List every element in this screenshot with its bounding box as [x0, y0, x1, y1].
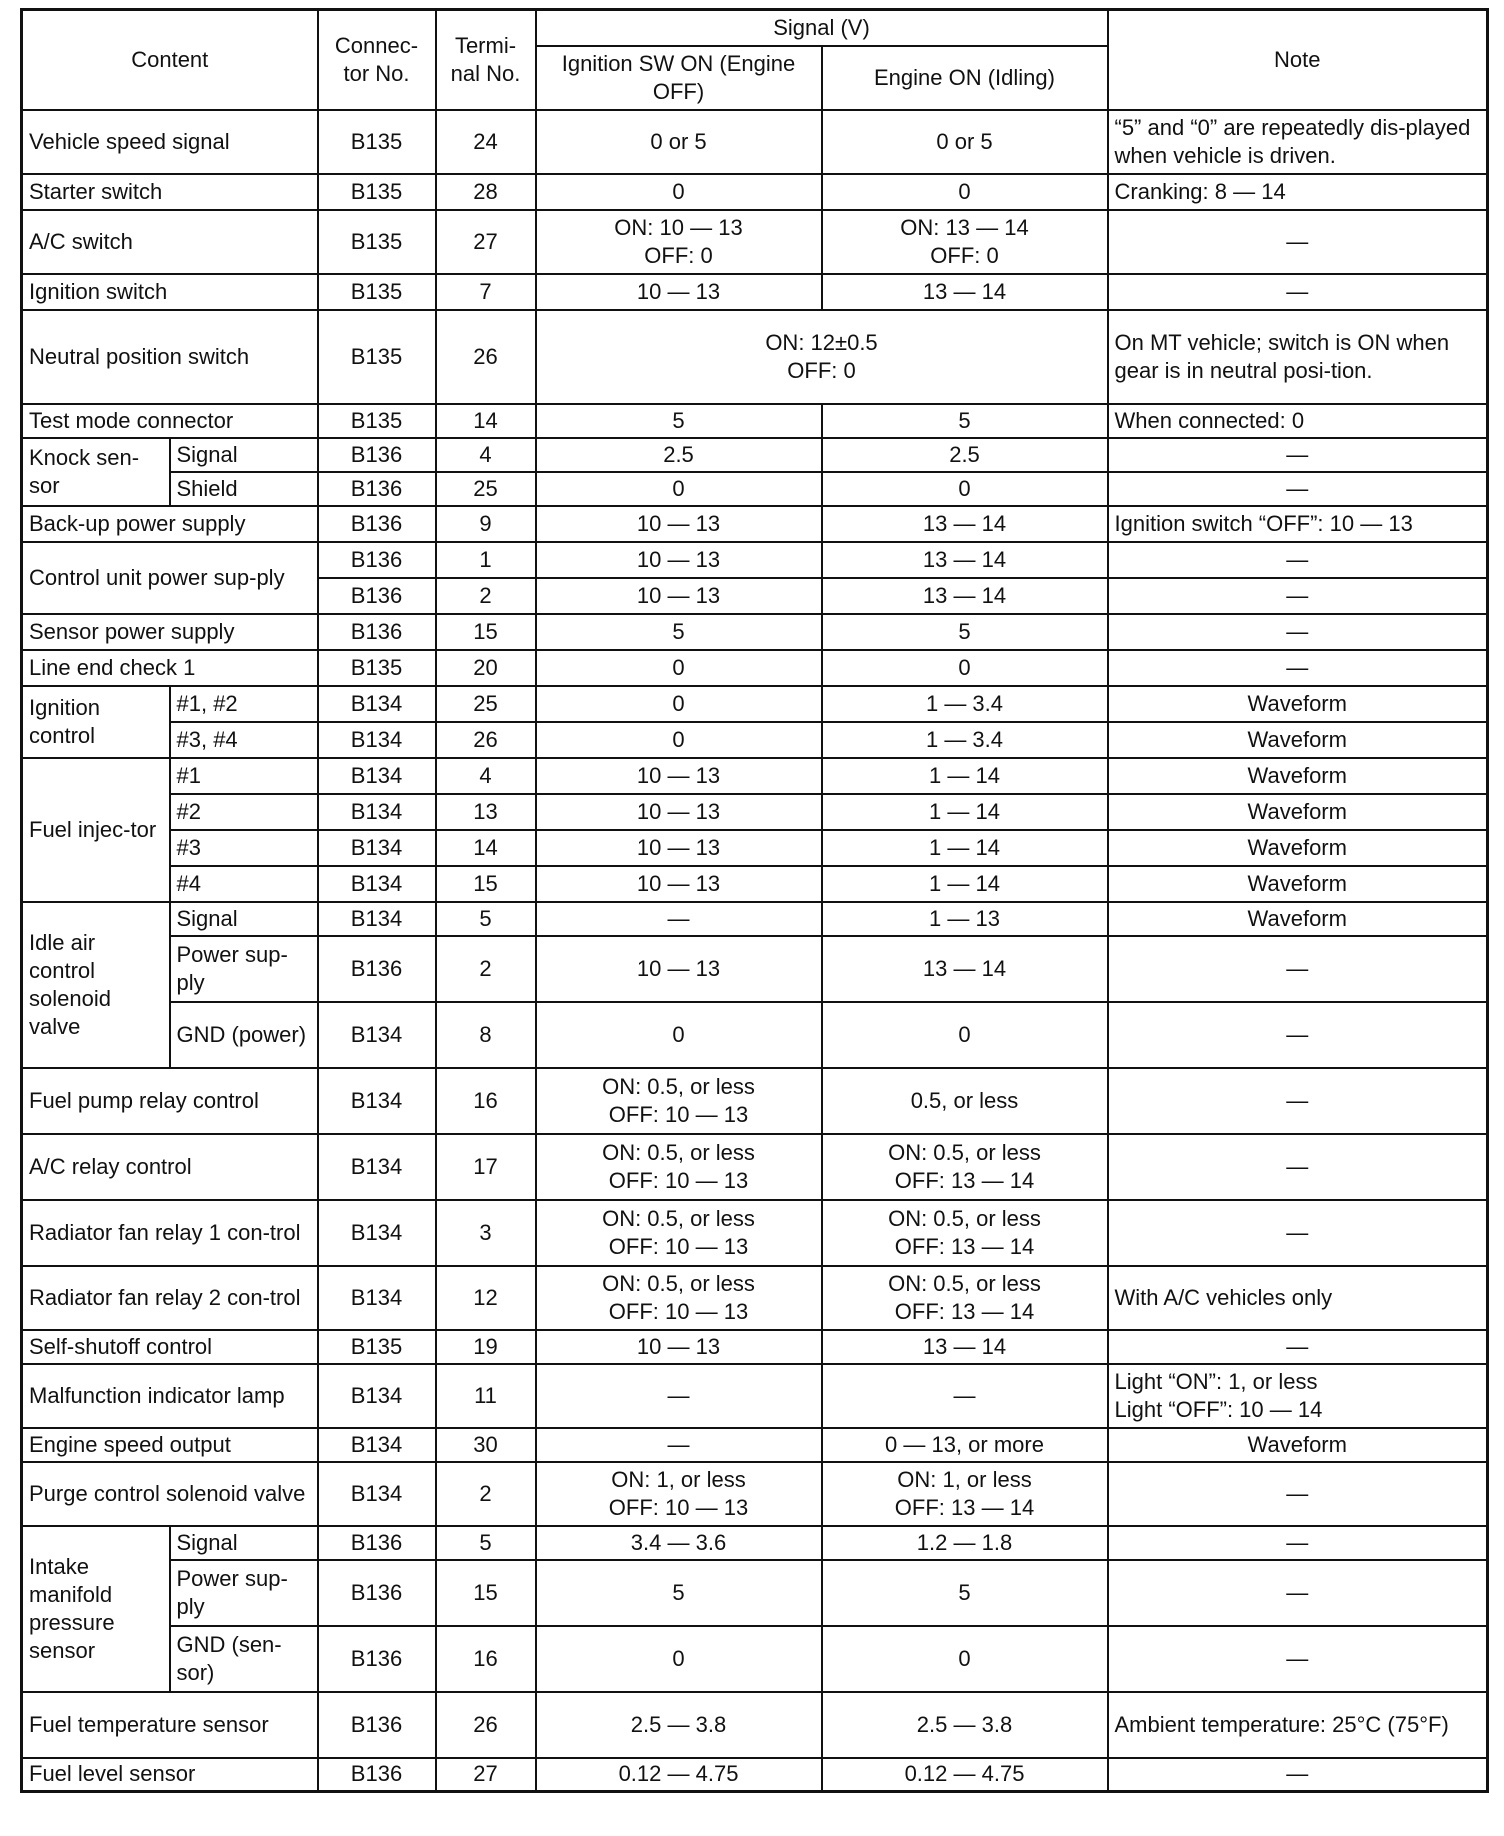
row-ign: 10 — 13: [536, 758, 822, 794]
row-content: #2: [170, 794, 318, 830]
row-content: Fuel level sensor: [22, 1758, 318, 1792]
row-ign: ON: 0.5, or less OFF: 10 — 13: [536, 1266, 822, 1330]
row-connector: B135: [318, 110, 436, 174]
row-content: GND (sen-sor): [170, 1626, 318, 1692]
row-terminal: 11: [436, 1364, 536, 1428]
row-eng: 1 — 14: [822, 830, 1108, 866]
row-content: Signal: [170, 1526, 318, 1560]
table-row: [22, 1330, 1488, 1364]
row-connector: B134: [318, 1266, 436, 1330]
row-ign: 0: [536, 1002, 822, 1068]
row-note: Ambient temperature: 25°C (75°F): [1108, 1692, 1488, 1758]
row-ign: 0.12 — 4.75: [536, 1758, 822, 1792]
row-ign: 0: [536, 472, 822, 506]
row-eng: 0: [822, 650, 1108, 686]
row-note: —: [1108, 438, 1488, 472]
row-ign: 0: [536, 650, 822, 686]
row-note: —: [1108, 210, 1488, 274]
table-row: [22, 404, 1488, 438]
row-group: Fuel injec-tor: [22, 758, 170, 902]
row-eng: 0 or 5: [822, 110, 1108, 174]
header-terminal: Termi-nal No.: [436, 10, 536, 110]
row-eng: 0.5, or less: [822, 1068, 1108, 1134]
row-note: —: [1108, 1758, 1488, 1792]
row-connector: B134: [318, 1068, 436, 1134]
row-connector: B135: [318, 274, 436, 310]
row-ign: ON: 10 — 13 OFF: 0: [536, 210, 822, 274]
row-ign: —: [536, 1364, 822, 1428]
row-eng: 13 — 14: [822, 1330, 1108, 1364]
row-note: —: [1108, 1068, 1488, 1134]
row-content: Radiator fan relay 2 con-trol: [22, 1266, 318, 1330]
signal-table: [20, 8, 1489, 1793]
row-connector: B134: [318, 722, 436, 758]
table-row: [22, 472, 1488, 506]
table-row: [22, 1364, 1488, 1428]
row-terminal: 15: [436, 866, 536, 902]
row-eng: —: [822, 1364, 1108, 1428]
row-note: Waveform: [1108, 722, 1488, 758]
row-terminal: 5: [436, 1526, 536, 1560]
row-connector: B136: [318, 438, 436, 472]
table-row: [22, 210, 1488, 274]
row-ign: 10 — 13: [536, 830, 822, 866]
row-terminal: 9: [436, 506, 536, 542]
row-note: —: [1108, 1002, 1488, 1068]
row-ign: 10 — 13: [536, 274, 822, 310]
table-row: [22, 722, 1488, 758]
table-row: [22, 936, 1488, 1002]
row-note: —: [1108, 1462, 1488, 1526]
table-row: [22, 686, 1488, 722]
row-content: Fuel pump relay control: [22, 1068, 318, 1134]
row-note: Waveform: [1108, 830, 1488, 866]
table-row: [22, 902, 1488, 936]
row-ign: 10 — 13: [536, 506, 822, 542]
row-group: Control unit power sup-ply: [22, 542, 318, 614]
table-row: [22, 1462, 1488, 1526]
row-eng: 1 — 14: [822, 866, 1108, 902]
row-ign: 0: [536, 1626, 822, 1692]
row-eng: 13 — 14: [822, 542, 1108, 578]
row-note: —: [1108, 650, 1488, 686]
table-row: [22, 794, 1488, 830]
row-eng: 0: [822, 1002, 1108, 1068]
row-eng: 5: [822, 1560, 1108, 1626]
row-eng: 0: [822, 1626, 1108, 1692]
row-content: Ignition switch: [22, 274, 318, 310]
row-ign: 2.5: [536, 438, 822, 472]
row-ign: 0: [536, 722, 822, 758]
row-content: Engine speed output: [22, 1428, 318, 1462]
row-note: Waveform: [1108, 686, 1488, 722]
row-note: Cranking: 8 — 14: [1108, 174, 1488, 210]
row-group: Knock sen-sor: [22, 438, 170, 506]
row-ign: 10 — 13: [536, 1330, 822, 1364]
row-terminal: 13: [436, 794, 536, 830]
row-ign: 10 — 13: [536, 794, 822, 830]
table-row: [22, 1068, 1488, 1134]
row-note: —: [1108, 578, 1488, 614]
row-content: Sensor power supply: [22, 614, 318, 650]
row-connector: B136: [318, 1560, 436, 1626]
row-content: Vehicle speed signal: [22, 110, 318, 174]
table-row: [22, 310, 1488, 404]
row-connector: B135: [318, 1330, 436, 1364]
table-row: [22, 1266, 1488, 1330]
header-ignition-sw-on: Ignition SW ON (Engine OFF): [536, 46, 822, 110]
header-signal: Signal (V): [536, 10, 1108, 46]
table-row: [22, 1526, 1488, 1560]
row-connector: B134: [318, 1200, 436, 1266]
row-note: —: [1108, 1526, 1488, 1560]
row-eng: 2.5: [822, 438, 1108, 472]
row-group: Intake manifold pressure sensor: [22, 1526, 170, 1692]
table-row: [22, 542, 1488, 578]
row-connector: B136: [318, 936, 436, 1002]
row-connector: B134: [318, 866, 436, 902]
row-eng: 13 — 14: [822, 506, 1108, 542]
row-note: —: [1108, 1200, 1488, 1266]
row-connector: B134: [318, 830, 436, 866]
row-eng: ON: 0.5, or less OFF: 13 — 14: [822, 1266, 1108, 1330]
table-row: [22, 1692, 1488, 1758]
row-eng: 5: [822, 614, 1108, 650]
row-ign: 5: [536, 1560, 822, 1626]
row-note: —: [1108, 936, 1488, 1002]
row-terminal: 26: [436, 722, 536, 758]
table-row: [22, 1758, 1488, 1792]
row-content: Power sup-ply: [170, 936, 318, 1002]
row-eng: 0.12 — 4.75: [822, 1758, 1108, 1792]
row-note: Light “ON”: 1, or less Light “OFF”: 10 — 14: [1108, 1364, 1488, 1428]
row-terminal: 26: [436, 310, 536, 404]
table-row: [22, 506, 1488, 542]
row-content: #1: [170, 758, 318, 794]
row-connector: B135: [318, 650, 436, 686]
row-terminal: 30: [436, 1428, 536, 1462]
row-terminal: 2: [436, 578, 536, 614]
row-terminal: 7: [436, 274, 536, 310]
row-ign: ON: 1, or less OFF: 10 — 13: [536, 1462, 822, 1526]
row-ign: —: [536, 902, 822, 936]
row-eng: 1 — 14: [822, 794, 1108, 830]
document-page: [20, 8, 1486, 1793]
table-row: [22, 866, 1488, 902]
table-row: [22, 614, 1488, 650]
row-note: —: [1108, 472, 1488, 506]
row-content: Test mode connector: [22, 404, 318, 438]
table-row: [22, 758, 1488, 794]
row-ign: 0: [536, 686, 822, 722]
table-row: [22, 1134, 1488, 1200]
row-terminal: 28: [436, 174, 536, 210]
row-terminal: 26: [436, 1692, 536, 1758]
row-connector: B135: [318, 210, 436, 274]
row-note: —: [1108, 542, 1488, 578]
row-content: #4: [170, 866, 318, 902]
table-row: [22, 830, 1488, 866]
row-connector: B136: [318, 1758, 436, 1792]
row-connector: B134: [318, 1002, 436, 1068]
row-terminal: 25: [436, 686, 536, 722]
row-connector: B136: [318, 578, 436, 614]
row-ign: 0 or 5: [536, 110, 822, 174]
row-group: Idle air control solenoid valve: [22, 902, 170, 1068]
row-ign: 3.4 — 3.6: [536, 1526, 822, 1560]
row-terminal: 3: [436, 1200, 536, 1266]
row-connector: B134: [318, 1462, 436, 1526]
row-note: —: [1108, 1560, 1488, 1626]
row-note: Waveform: [1108, 1428, 1488, 1462]
row-ign: 10 — 13: [536, 866, 822, 902]
row-note: With A/C vehicles only: [1108, 1266, 1488, 1330]
table-row: [22, 274, 1488, 310]
row-note: Waveform: [1108, 902, 1488, 936]
table-row: [22, 438, 1488, 472]
row-content: Signal: [170, 438, 318, 472]
row-eng: 1 — 13: [822, 902, 1108, 936]
row-content: Radiator fan relay 1 con-trol: [22, 1200, 318, 1266]
row-content: Power sup-ply: [170, 1560, 318, 1626]
row-connector: B134: [318, 686, 436, 722]
row-connector: B136: [318, 1626, 436, 1692]
row-eng: 0: [822, 472, 1108, 506]
row-connector: B134: [318, 902, 436, 936]
row-connector: B136: [318, 472, 436, 506]
row-eng: ON: 0.5, or less OFF: 13 — 14: [822, 1134, 1108, 1200]
row-terminal: 16: [436, 1068, 536, 1134]
row-terminal: 2: [436, 936, 536, 1002]
row-terminal: 4: [436, 438, 536, 472]
row-note: —: [1108, 274, 1488, 310]
row-content: GND (power): [170, 1002, 318, 1068]
row-connector: B135: [318, 404, 436, 438]
row-note: Waveform: [1108, 794, 1488, 830]
row-eng: 1 — 3.4: [822, 686, 1108, 722]
row-ign: 5: [536, 404, 822, 438]
row-content: Fuel temperature sensor: [22, 1692, 318, 1758]
row-note: Ignition switch “OFF”: 10 — 13: [1108, 506, 1488, 542]
row-terminal: 17: [436, 1134, 536, 1200]
row-note: —: [1108, 1330, 1488, 1364]
row-ign: 10 — 13: [536, 578, 822, 614]
row-note: Waveform: [1108, 866, 1488, 902]
row-connector: B134: [318, 794, 436, 830]
row-eng: 1 — 14: [822, 758, 1108, 794]
row-content: Neutral position switch: [22, 310, 318, 404]
header-connector: Connec-tor No.: [318, 10, 436, 110]
row-content: #3: [170, 830, 318, 866]
row-content: Self-shutoff control: [22, 1330, 318, 1364]
row-ign: 2.5 — 3.8: [536, 1692, 822, 1758]
row-eng: ON: 13 — 14 OFF: 0: [822, 210, 1108, 274]
row-connector: B134: [318, 1428, 436, 1462]
row-connector: B136: [318, 614, 436, 650]
row-terminal: 27: [436, 1758, 536, 1792]
row-ign: —: [536, 1428, 822, 1462]
row-content: Malfunction indicator lamp: [22, 1364, 318, 1428]
row-eng: 0: [822, 174, 1108, 210]
row-content: A/C switch: [22, 210, 318, 274]
row-content: #3, #4: [170, 722, 318, 758]
row-note: —: [1108, 1626, 1488, 1692]
table-row: [22, 1200, 1488, 1266]
row-eng: 13 — 14: [822, 578, 1108, 614]
row-note: —: [1108, 1134, 1488, 1200]
row-eng: 1.2 — 1.8: [822, 1526, 1108, 1560]
table-row: [22, 1002, 1488, 1068]
row-content: Starter switch: [22, 174, 318, 210]
row-terminal: 4: [436, 758, 536, 794]
row-content: Back-up power supply: [22, 506, 318, 542]
row-ign: 0: [536, 174, 822, 210]
row-eng: 13 — 14: [822, 274, 1108, 310]
row-content: #1, #2: [170, 686, 318, 722]
row-content: A/C relay control: [22, 1134, 318, 1200]
table-row: [22, 650, 1488, 686]
row-connector: B134: [318, 1364, 436, 1428]
row-terminal: 19: [436, 1330, 536, 1364]
row-connector: B136: [318, 542, 436, 578]
row-signal-merged: ON: 12±0.5 OFF: 0: [536, 310, 1108, 404]
row-eng: ON: 1, or less OFF: 13 — 14: [822, 1462, 1108, 1526]
header-engine-on: Engine ON (Idling): [822, 46, 1108, 110]
row-terminal: 20: [436, 650, 536, 686]
row-connector: B136: [318, 1526, 436, 1560]
row-terminal: 2: [436, 1462, 536, 1526]
row-connector: B136: [318, 1692, 436, 1758]
row-terminal: 12: [436, 1266, 536, 1330]
row-note: —: [1108, 614, 1488, 650]
table-row: [22, 1560, 1488, 1626]
row-ign: 5: [536, 614, 822, 650]
row-terminal: 15: [436, 1560, 536, 1626]
row-terminal: 15: [436, 614, 536, 650]
header-content: Content: [22, 10, 318, 110]
row-terminal: 1: [436, 542, 536, 578]
row-content: Line end check 1: [22, 650, 318, 686]
row-eng: 0 — 13, or more: [822, 1428, 1108, 1462]
row-note: When connected: 0: [1108, 404, 1488, 438]
row-content: Signal: [170, 902, 318, 936]
header-note: Note: [1108, 10, 1488, 110]
row-ign: ON: 0.5, or less OFF: 10 — 13: [536, 1200, 822, 1266]
row-terminal: 8: [436, 1002, 536, 1068]
row-ign: 10 — 13: [536, 542, 822, 578]
row-eng: 13 — 14: [822, 936, 1108, 1002]
row-connector: B135: [318, 174, 436, 210]
row-ign: ON: 0.5, or less OFF: 10 — 13: [536, 1068, 822, 1134]
row-eng: 1 — 3.4: [822, 722, 1108, 758]
row-connector: B134: [318, 758, 436, 794]
table-row: [22, 1626, 1488, 1692]
row-note: “5” and “0” are repeatedly dis-played when vehicle is driven.: [1108, 110, 1488, 174]
row-eng: ON: 0.5, or less OFF: 13 — 14: [822, 1200, 1108, 1266]
row-terminal: 14: [436, 830, 536, 866]
row-terminal: 16: [436, 1626, 536, 1692]
row-terminal: 14: [436, 404, 536, 438]
row-terminal: 5: [436, 902, 536, 936]
table-row: [22, 174, 1488, 210]
row-note: Waveform: [1108, 758, 1488, 794]
row-eng: 5: [822, 404, 1108, 438]
row-ign: ON: 0.5, or less OFF: 10 — 13: [536, 1134, 822, 1200]
row-connector: B136: [318, 506, 436, 542]
row-terminal: 24: [436, 110, 536, 174]
table-row: [22, 110, 1488, 174]
row-note: On MT vehicle; switch is ON when gear is in neutral posi-tion.: [1108, 310, 1488, 404]
row-eng: 2.5 — 3.8: [822, 1692, 1108, 1758]
table-row: [22, 1428, 1488, 1462]
row-group: Ignition control: [22, 686, 170, 758]
row-content: Shield: [170, 472, 318, 506]
row-connector: B134: [318, 1134, 436, 1200]
row-ign: 10 — 13: [536, 936, 822, 1002]
row-terminal: 27: [436, 210, 536, 274]
row-terminal: 25: [436, 472, 536, 506]
row-content: Purge control solenoid valve: [22, 1462, 318, 1526]
row-connector: B135: [318, 310, 436, 404]
